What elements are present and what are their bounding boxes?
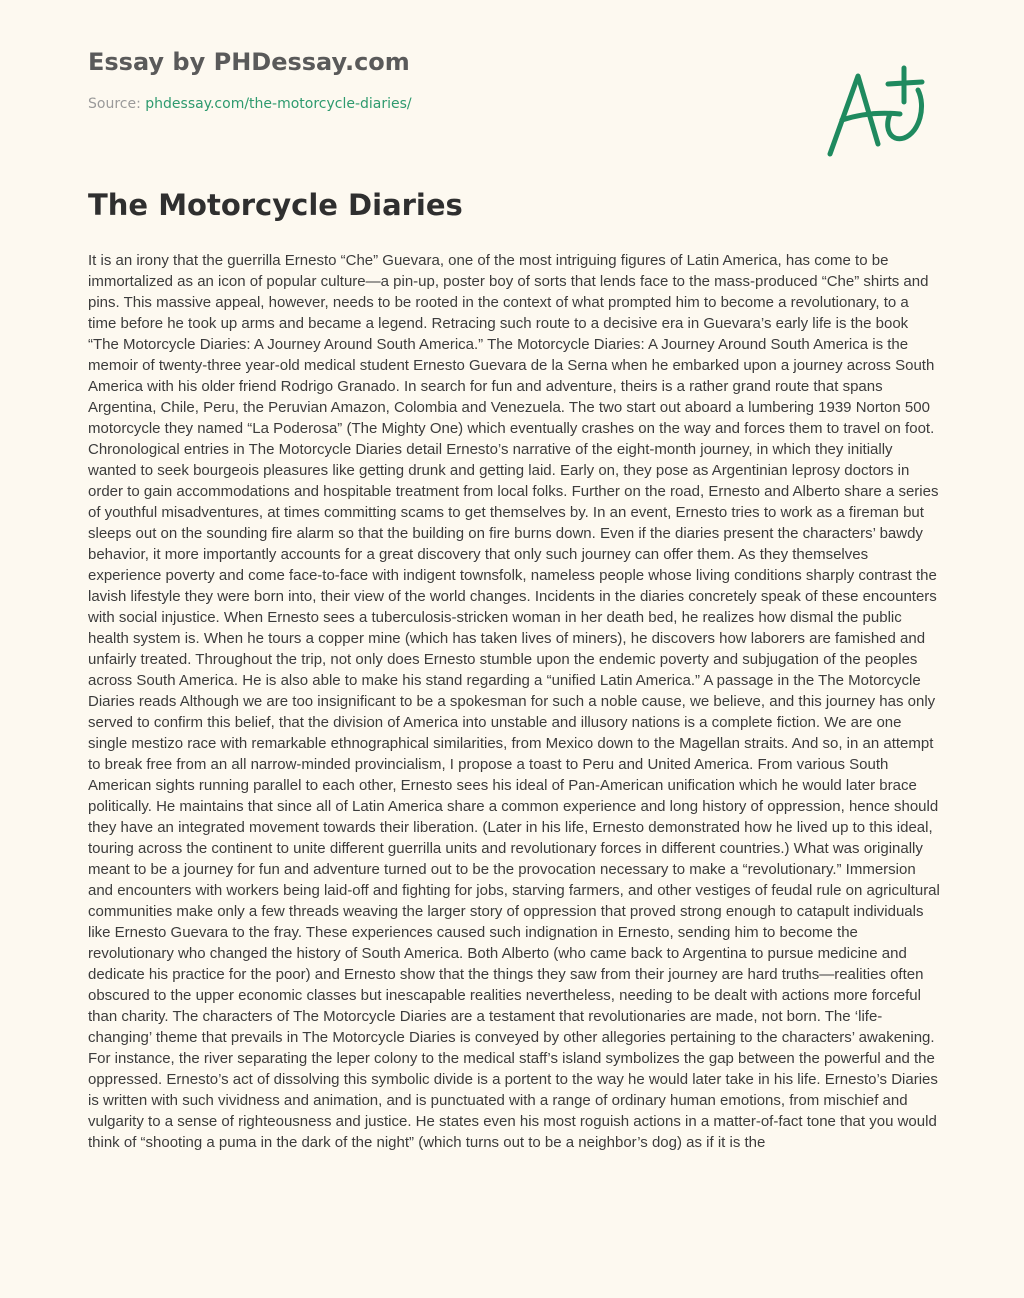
essay-title: The Motorcycle Diaries <box>88 188 463 222</box>
source-link[interactable]: phdessay.com/the-motorcycle-diaries/ <box>145 96 412 112</box>
page-header <box>88 48 788 112</box>
a-plus-icon <box>820 62 932 162</box>
source-label: Source: <box>88 96 141 112</box>
site-brand: Essay by PHDessay.com <box>88 48 410 76</box>
source-line <box>88 96 788 112</box>
essay-body: It is an irony that the guerrilla Ernesto “Che” Guevara, one of the most intriguing figures of Latin America, has come to be immortalized as an icon of popular culture—a pin-up, poster boy of sorts that lends face to the mass-produced “Che” shirts and pins. This massive appeal, however, needs to be rooted in the context of what prompted him to become a revolutionary, to a time before he took up arms and became a legend. Retracing such route to a decisive era in Guevara’s early life is the book “The Motorcycle Diaries: A Journey Around South America.” The Motorcycle Diaries: A Journey Around South America is the memoir of twenty-three year-old medical student Ernesto Guevara de la Serna when he embarked upon a journey across South America with his older friend Rodrigo Granado. In search for fun and adventure, theirs is a rather grand route that spans Argentina, Chile, Peru, the Peruvian Amazon, Colombia and Venezuela. The two start out aboard a lumbering 1939 Norton 500 motorcycle they named “La Poderosa” (The Mighty One) which eventually crashes on the way and forces them to travel on foot. Chronological entries in The Motorcycle Diaries detail Ernesto’s narrative of the eight-month journey, in which they initially wanted to seek bourgeois pleasures like getting drunk and getting laid. Early on, they pose as Argentinian leprosy doctors in order to gain accommodations and hospitable treatment from local folks. Further on the road, Ernesto and Alberto share a series of youthful misadventures, at times committing scams to get themselves by. In an event, Ernesto tries to work as a fireman but sleeps out on the sounding fire alarm so that the building on fire burns down. Even if the diaries present the characters’ bawdy behavior, it more importantly accounts for a great discovery that only such journey can offer them. As they themselves experience poverty and come face-to-face with indigent townsfolk, nameless people whose living conditions sharply contrast the lavish lifestyle they were born into, their view of the world changes. Incidents in the diaries concretely speak of these encounters with social injustice. When Ernesto sees a tuberculosis-stricken woman in her death bed, he realizes how dismal the public health system is. When he tours a copper mine (which has taken lives of miners), he discovers how laborers are famished and unfairly treated. Throughout the trip, not only does Ernesto stumble upon the endemic poverty and subjugation of the peoples across South America. He is also able to make his stand regarding a “unified Latin America.” A passage in the The Motorcycle Diaries reads Although we are too insignificant to be a spokesman for such a noble cause, we believe, and this journey has only served to confirm this belief, that the division of America into unstable and illusory nations is a complete fiction. We are one single mestizo race with remarkable ethnographical similarities, from Mexico down to the Magellan straits. And so, in an attempt to break free from an all narrow-minded provincialism, I propose a toast to Peru and United America. From various South American sights running parallel to each other, Ernesto sees his ideal of Pan-American unification which he would later brace politically. He maintains that since all of Latin America share a common experience and long history of oppression, hence should they have an integrated movement towards their liberation. (Later in his life, Ernesto demonstrated how he lived up to this ideal, touring across the continent to unite different guerrilla units and revolutionary forces in different countries.) What was originally meant to be a journey for fun and adventure turned out to be the provocation necessary to make a “revolutionary.” Immersion and encounters with workers being laid-off and fighting for jobs, starving farmers, and other vestiges of feudal rule on agricultural communities make only a few threads weaving the larger story of oppression that proved strong enough to catapult individuals like Ernesto Guevara to the fray. These experiences caused such indignation in Ernesto, sending him to become the revolutionary who changed the history of South America. Both Alberto (who came back to Argentina to pursue medicine and dedicate his practice for the poor) and Ernesto show that the things they saw from their journey are hard truths—realities often obscured to the upper economic classes but inescapable realities nevertheless, needing to be dealt with actions more forceful than charity. The characters of The Motorcycle Diaries are a testament that revolutionaries are made, not born. The ‘life-changing’ theme that prevails in The Motorcycle Diaries is conveyed by other allegories pertaining to the characters’ awakening. For instance, the river separating the leper colony to the medical staff’s island symbolizes the gap between the powerful and the oppressed. Ernesto’s act of dissolving this symbolic divide is a portent to the way he would later take in his life. Ernesto’s Diaries is written with such vividness and animation, and is punctuated with a range of ordinary human emotions, from mischief and vulgarity to a sense of righteousness and justice. He states even his most roguish actions in a matter-of-fact tone that you would think of “shooting a puma in the dark of the night” (which turns out to be a neighbor’s dog) as if it is the <box>88 252 940 1151</box>
